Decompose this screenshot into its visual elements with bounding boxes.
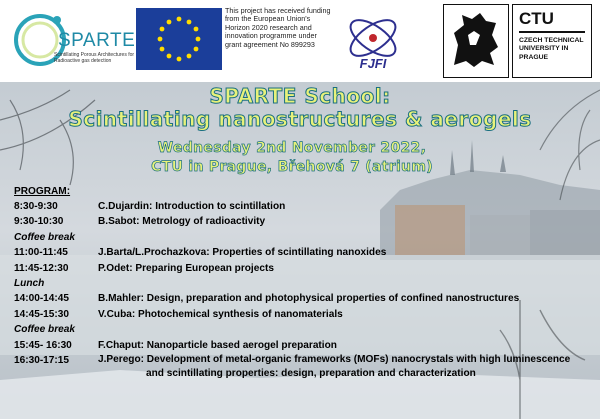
ctu-lion-emblem-icon (443, 4, 509, 78)
school-subtitle: Scintillating nanostructures & aerogels (68, 107, 532, 131)
session-title: B.Sabot: Metrology of radioactivity (98, 216, 266, 228)
eu-flag-icon (136, 8, 222, 70)
session-time: 14:45-15:30 (14, 308, 69, 320)
session-time: 14:00-14:45 (14, 293, 69, 305)
school-title: SPARTE School: (209, 84, 391, 108)
session-title-line2: and scintillating properties: design, preparation and characterization (146, 367, 476, 379)
session-time: 9:30-10:30 (14, 216, 64, 228)
ctu-full-name: CZECH TECHNICAL UNIVERSITY IN PRAGUE (519, 37, 584, 61)
schedule-row (14, 199, 594, 214)
event-date: Wednesday 2nd November 2022, (157, 140, 427, 156)
session-time: 11:00-11:45 (14, 247, 68, 259)
ctu-divider (519, 31, 585, 33)
session-time: 11:45-12:30 (14, 262, 69, 274)
event-venue: CTU in Prague, Břehová 7 (atrium) (151, 159, 433, 175)
ctu-abbr: CTU (519, 9, 554, 28)
session-title: C.Dujardin: Introduction to scintillation (98, 201, 286, 212)
session-time: 15:45- 16:30 (14, 339, 72, 351)
fjfi-label: FJFI (359, 56, 387, 71)
session-title: P.Odet: Preparing European projects (98, 262, 274, 274)
program-schedule (14, 184, 594, 381)
schedule-row (14, 307, 594, 322)
sparte-tagline: Scintillating Porous Architectures for Radioactive gas detection (54, 52, 135, 64)
program-heading: PROGRAM: (14, 186, 71, 197)
schedule-row (14, 291, 594, 306)
session-title-line1: J.Perego: Development of metal-organic frameworks (MOFs) nanocrystals with high luminescence (98, 353, 571, 365)
break-row: Lunch (14, 277, 45, 289)
schedule-row (14, 338, 594, 353)
schedule-row (14, 245, 594, 260)
schedule-row (14, 214, 594, 229)
schedule-row (14, 353, 594, 381)
session-title: J.Barta/L.Prochazkova: Properties of scintillating nanoxides (98, 247, 387, 259)
break-row: Coffee break (14, 231, 75, 243)
sparte-logo (10, 6, 136, 74)
session-title: F.Chaput: Nanoparticle based aerogel preparation (98, 339, 337, 351)
schedule-row (14, 261, 594, 276)
session-time: 16:30-17:15 (14, 354, 69, 366)
session-title (98, 353, 598, 381)
fjfi-logo (340, 6, 406, 76)
ctu-logo (512, 4, 592, 78)
sparte-name: SPARTE (58, 30, 136, 51)
session-title: V.Cuba: Photochemical synthesis of nanomaterials (98, 308, 343, 320)
break-row: Coffee break (14, 324, 75, 336)
session-title: B.Mahler: Design, preparation and photophysical properties of confined nanostructures (98, 293, 520, 305)
logo-header (0, 0, 600, 82)
session-time: 8:30-9:30 (14, 201, 58, 212)
eu-funding-text: This project has received funding from the European Union's Horizon 2020 research and innovation programme under grant agreement No 899293 (225, 6, 331, 49)
